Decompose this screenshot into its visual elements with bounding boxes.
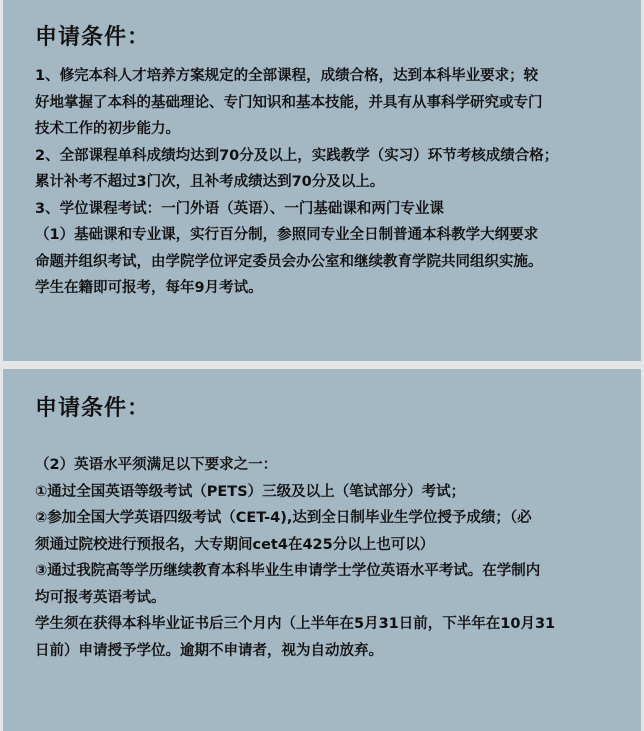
text-line: 日前）申请授予学位。逾期不申请者，视为自动放弃。 — [35, 642, 383, 659]
text-line: 须通过院校进行预报名，大专期间cet4在425分以上也可以） — [35, 536, 435, 553]
panel-heading: 申请条件： — [35, 396, 151, 421]
text-line: 命题并组织考试，由学院学位评定委员会办公室和继续教育学院共同组织实施。 — [35, 253, 543, 270]
text-line: 2、全部课程单科成绩均达到70分及以上，实践教学（实习）环节考核成绩合格； — [35, 147, 559, 164]
text-line: 学生须在获得本科毕业证书后三个月内（上半年在5月31日前，下半年在10月31 — [35, 616, 556, 632]
requirements-panel-bottom — [3, 369, 641, 731]
text-line: 1、修完本科人才培养方案规定的全部课程，成绩合格，达到本科毕业要求；较 — [35, 68, 539, 84]
text-line: 学生在籍即可报考，每年9月考试。 — [35, 280, 263, 296]
panel-heading: 申请条件： — [35, 25, 151, 50]
text-line: 均可报考英语考试。 — [35, 589, 166, 606]
text-line: 好地掌握了本科的基础理论、专门知识和基本技能，并具有从事科学研究或专门 — [35, 94, 543, 111]
text-line: ③通过我院高等学历继续教育本科毕业生申请学士学位英语水平考试。在学制内 — [35, 563, 541, 579]
text-line: 3、学位课程考试：一门外语（英语）、一门基础课和两门专业课 — [35, 200, 444, 217]
text-line: ②参加全国大学英语四级考试（CET-4),达到全日制毕业生学位授予成绩；（必 — [35, 510, 532, 526]
text-line: 累计补考不超过3门次，且补考成绩达到70分及以上。 — [35, 174, 385, 190]
text-line: （1）基础课和专业课，实行百分制，参照同专业全日制普通本科教学大纲要求 — [35, 227, 539, 243]
text-line: 技术工作的初步能力。 — [35, 121, 180, 137]
requirements-panel-top — [3, 0, 641, 361]
text-line: ①通过全国英语等级考试（PETS）三级及以上（笔试部分）考试； — [35, 483, 466, 500]
text-line: （2）英语水平须满足以下要求之一： — [35, 457, 278, 473]
